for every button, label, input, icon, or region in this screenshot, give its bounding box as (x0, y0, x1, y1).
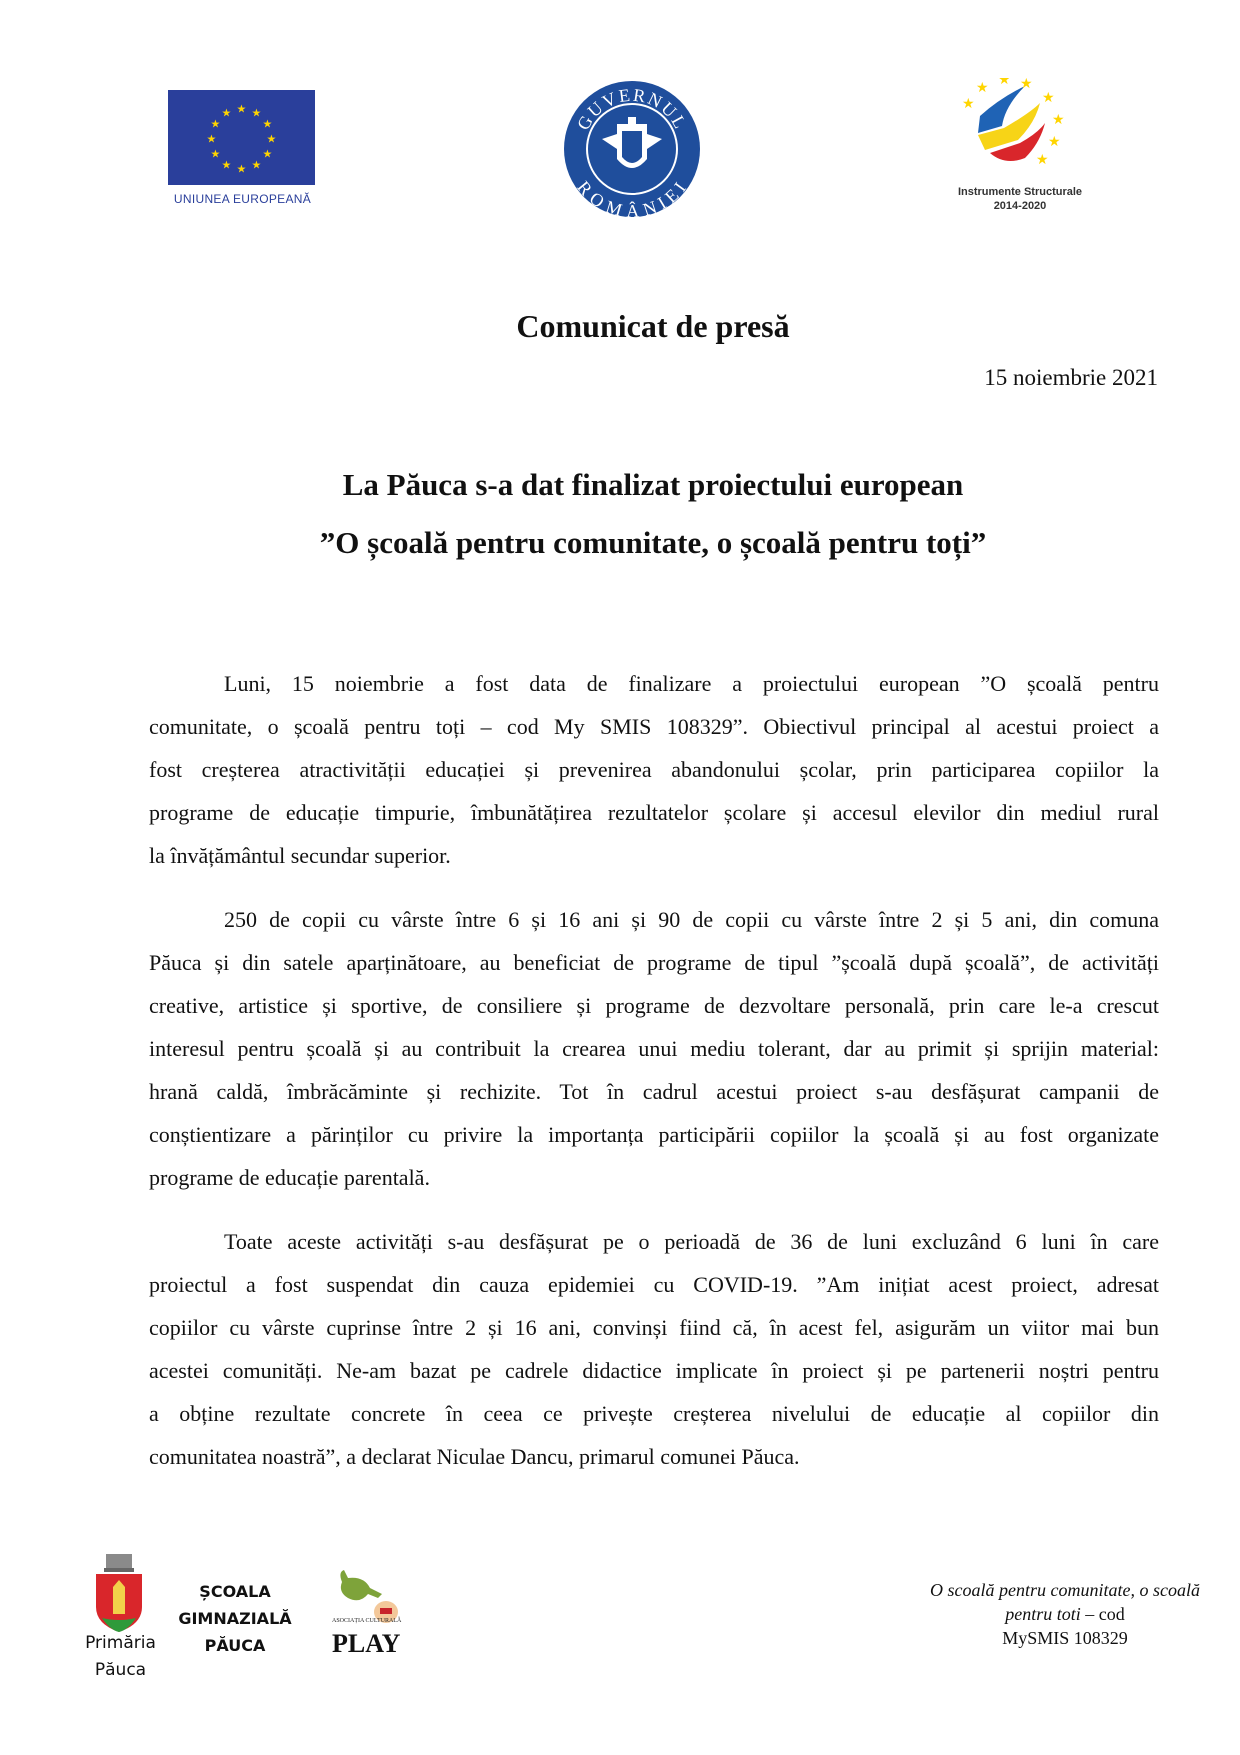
paragraph-line: interesul pentru școală și au contribuit la crearea unui mediu tolerant, dar au primit și sprijin material: (149, 1036, 1159, 1061)
svg-text:GUVERNUL: GUVERNUL (572, 84, 692, 134)
document-body (149, 662, 1159, 1499)
paragraph-line: comunitate, o școală pentru toți – cod My SMIS 108329”. Obiectivul principal al acestui proiect a (149, 714, 1159, 739)
paragraph-line: 250 de copii cu vârste între 6 și 16 ani și 90 de copii cu vârste între 2 și 5 ani, din comuna (224, 907, 1159, 932)
body-paragraph (149, 1220, 1159, 1478)
document-title: Comunicat de presă (516, 308, 790, 344)
project-name-italic: O scoală pentru comunitate, o scoală pentru toti (930, 1580, 1200, 1624)
paragraph-line: programe de educație parentală. (149, 1165, 430, 1190)
play-logo-text: PLAY (332, 1629, 401, 1656)
project-cod-label: – cod (1080, 1604, 1125, 1624)
paragraph-line: Păuca și din satele aparținătoare, au beneficiat de programe de tipul ”școală după școală”, de activități (149, 950, 1159, 975)
paragraph-line: programe de educație timpurie, îmbunătățirea rezultatelor școlare și accesul elevilor din mediul rural (149, 800, 1159, 825)
svg-text:★: ★ (998, 78, 1011, 88)
paragraph-line: acestei comunități. Ne-am bazat pe cadrele didactice implicate în proiect și pe partenerii noștri pentru (149, 1358, 1159, 1383)
body-paragraph (149, 662, 1159, 877)
eu-star-icon: ★ (221, 106, 232, 120)
is-label-line-1: Instrumente Structurale (957, 186, 1083, 198)
paragraph-line: Luni, 15 noiembrie a fost data de finalizare a proiectului european ”O școală pentru (224, 671, 1159, 696)
is-label-line-2: 2014-2020 (993, 200, 1047, 212)
primaria-line-2: Păuca (94, 1660, 147, 1680)
eu-star-icon: ★ (210, 147, 221, 161)
eu-label: UNIUNEA EUROPEANĂ (173, 192, 312, 206)
eu-star-icon: ★ (251, 158, 262, 172)
eu-star-icon: ★ (210, 117, 221, 131)
eu-star-icon: ★ (266, 132, 277, 146)
play-logo-small-text: ASOCIAȚIA CULTURALĂ (332, 1618, 402, 1624)
instrumente-structurale-logo (960, 78, 1080, 178)
headline-line-1: La Păuca s-a dat finalizat proiectului european (342, 467, 964, 502)
project-footer-note (925, 1578, 1205, 1650)
document-date: 15 noiembrie 2021 (984, 365, 1158, 390)
svg-text:★: ★ (1052, 112, 1065, 128)
scoala-line-2: GIMNAZIALĂ (178, 1609, 292, 1628)
paragraph-line: copiilor cu vârste cuprinse între 2 și 16 ani, convinși fiind că, în acest fel, asigurăm un viitor mai bun (149, 1315, 1159, 1340)
eu-star-icon: ★ (251, 106, 262, 120)
paragraph-line: la învățământul secundar superior. (149, 843, 451, 868)
eu-star-icon: ★ (262, 117, 273, 131)
svg-text:★: ★ (962, 96, 975, 112)
paragraph-line: Toate aceste activități s-au desfășurat pe o perioadă de 36 de luni excluzând 6 luni în care (224, 1229, 1159, 1254)
paragraph-line: proiectul a fost suspendat din cauza epidemiei cu COVID-19. ”Am inițiat acest proiect, adresat (149, 1272, 1159, 1297)
svg-text:★: ★ (1036, 152, 1049, 168)
headline-line-2: ”O școală pentru comunitate, o școală pentru toți” (319, 525, 987, 560)
primaria-pauca-label (78, 1630, 163, 1684)
eu-flag-logo (168, 90, 315, 185)
eu-star-icon: ★ (262, 147, 273, 161)
scoala-line-1: ȘCOALA (199, 1582, 271, 1601)
play-association-logo (330, 1568, 410, 1656)
primaria-line-1: Primăria (85, 1633, 156, 1653)
svg-text:★: ★ (1042, 90, 1055, 106)
eu-star-icon: ★ (236, 162, 247, 176)
paragraph-line: a obține rezultate concrete în ceea ce privește creșterea nivelului de educație al copiilor din (149, 1401, 1159, 1426)
svg-text:★: ★ (1048, 134, 1061, 150)
pauca-coat-of-arms (88, 1552, 150, 1632)
svg-text:ROMÂNIEI: ROMÂNIEI (573, 177, 692, 219)
government-of-romania-seal (562, 79, 702, 219)
svg-text:★: ★ (1020, 78, 1033, 92)
project-code: MySMIS 108329 (1002, 1628, 1128, 1648)
eu-star-icon: ★ (206, 132, 217, 146)
body-paragraph (149, 898, 1159, 1199)
instrumente-structurale-label (935, 185, 1105, 213)
scoala-pauca-label (175, 1578, 295, 1659)
paragraph-line: hrană caldă, îmbrăcăminte și rechizite. Tot în cadrul acestui proiect s-au desfășurat campanii de (149, 1079, 1159, 1104)
paragraph-line: fost creșterea atractivității educației și prevenirea abandonului școlar, prin participarea copiilor la (149, 757, 1159, 782)
scoala-line-3: PĂUCA (204, 1636, 266, 1655)
paragraph-line: comunitatea noastră”, a declarat Niculae Dancu, primarul comunei Păuca. (149, 1444, 800, 1469)
paragraph-line: creative, artistice și sportive, de consiliere și programe de dezvoltare personală, prin care le-a crescut (149, 993, 1159, 1018)
paragraph-line: conștientizare a părinților cu privire la importanța participării copiilor la școală și au fost organizate (149, 1122, 1159, 1147)
eu-star-icon: ★ (221, 158, 232, 172)
svg-text:★: ★ (976, 80, 989, 96)
eu-star-icon: ★ (236, 102, 247, 116)
